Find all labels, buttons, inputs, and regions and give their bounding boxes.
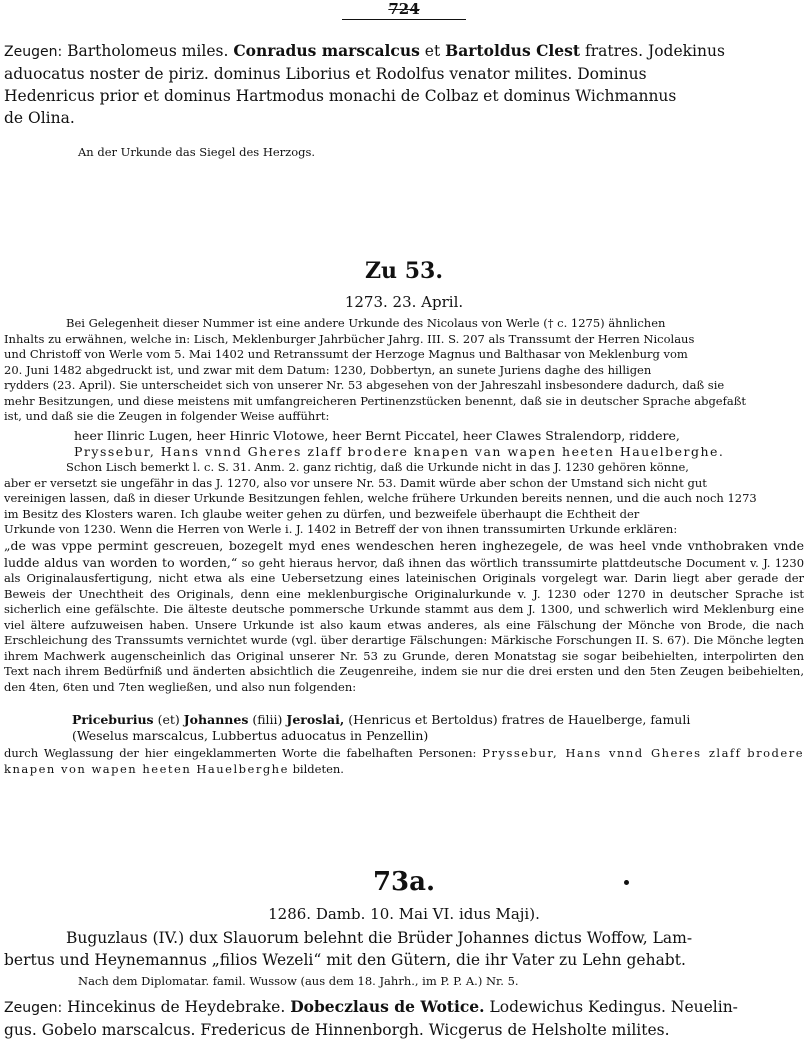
witness-line-1: Zeugen: Bartholomeus miles. Conradus marscalcus et Bartoldus Clest fratres. Jodekinus [4,41,725,60]
section-heading-73a: 73a. [372,867,436,897]
witness-line-3: Hedenricus prior et dominus Hartmodus monachi de Colbaz et dominus Wichmannus [4,87,677,105]
witness-label: Zeugen: [4,44,63,60]
print-dot [624,880,629,885]
commentary-paragraph-4: durch Weglassung der hier eingeklammerten Worte die fabelhaften Personen: Pryssebur, Hans vnnd Gheres zlaff brodere knapen von wapen heeten Hauelberghe bildeten. [4,746,805,776]
commentary-paragraph-2: Schon Lisch bemerkt l. c. S. 31. Anm. 2. ganz richtig, daß die Urkunde nicht in das J. 1230 gehören könne, aber er versetzt sie ungefähr in das J. 1270, also vor unsere Nr. 53. Damit würde aber schon der Umstand sich nicht gut vereinigen lassen, daß in dieser Urkunde Besitzungen fehlen, welche frühere Urkunden bereits nennen, und die auch noch 1273 im Besitz des Klosters waren. Ich glaube weiter gehen zu dürfen, und bezweifele überhaupt die Echtheit der Urkunde von 1230. Wenn die Herren von Werle i. J. 1402 in Betreff der von ihnen transsumirten Urkunde erklären: [4,460,757,536]
page-number: 724 [388,0,420,18]
section-heading-zu-53: Zu 53. [365,258,443,284]
commentary-paragraph-1: Bei Gelegenheit dieser Nummer ist eine andere Urkunde des Nicolaus von Werle († c. 1275) ähnlichen Inhalts zu erwähnen, welche in: Lisch, Meklenburger Jahrbücher Jahrg. III. S. 207 als Transsumt der Herren Nicolaus und Christoff von Werle vom 5. Mai 1402 und Retranssumt der Herzoge Magnus und Balthasar von Meklenburg vom 20. Juni 1482 abgedruckt ist, und zwar mit dem Datum: 1230, Dobbertyn, an sunete Juriens daghe des hilligen rydders (23. April). Sie unterscheidet sich von unserer Nr. 53 abgesehen von der Jahreszahl insbesondere dadurch, daß sie mehr Besitzungen, und diese meistens mit umfangreicheren Pertinenzstücken benennt, daß sie in deutscher Sprache abgefaßt ist, und daß sie die Zeugen in folgender Weise aufführt: [4,316,747,423]
german-witness-list: heer Ilinric Lugen, heer Hinric Vlotowe, heer Bernt Piccatel, heer Clawes Stralendorp, riddere, Pryssebur, Hans vnnd Gheres zlaff brodere knapen van wapen heeten Hauelberghe. [74,428,725,459]
section-date-1286: 1286. Damb. 10. Mai VI. idus Maji). [268,905,540,923]
commentary-paragraph-3: „de was vppe permint gescreuen, bozegelt myd enes wendeschen heren inghezegele, de was heel vnde vnthobraken vnde ludde aldus van worden to worden,“ so geht hieraus hervor, daß ihnen das wörtlich transsumirte plattdeutsche Document v. J. 1230 als Originalausfertigung, nicht etwa als eine Uebersetzung eines lateinischen Originals vorgelegt war. Darin liegt aber gerade der Beweis der Unechtheit des Originals, denn eine meklenburgische Originalurkunde v. J. 1230 oder 1270 in deutscher Sprache ist sicherlich eine gefälschte. Die älteste deutsche pommersche Urkunde stammt aus dem J. 1300, und schwerlich wird Meklenburg eine viel ältere aufzuweisen haben. Unsere Urkunde ist also kaum etwas anderes, als eine Fälschung der Mönche von Brode, die nach Erschleichung des Transsumts vernichtet wurde (vgl. über derartige Fälschungen: Märkische Forschungen II. S. 67). Die Mönche legten ihrem Machwerk augenscheinlich das Original unserer Nr. 53 zu Grunde, deren Monatstag sie sogar beibehielten, interpolirten den Text nach ihrem Bedürfniß und änderten absichtlich die Zeugenreihe, indem sie nur die drei ersten und den 5ten Zeugen beibehielten, den 4ten, 6ten und 7ten wegließen, und also nun folgenden: [4,538,805,694]
regest-73a: Buguzlaus (IV.) dux Slauorum belehnt die Brüder Johannes dictus Woffow, Lam- bertus und Heynemannus „filios Wezeli“ mit den Gütern, die ihr Vater zu Lehn gehabt. [4,929,693,969]
witness-block-1 [4,40,804,129]
section-date-1273: 1273. 23. April. [344,293,464,311]
witness-block-73a: Zeugen: Hincekinus de Heydebrake. Dobeczlaus de Wotice. Lodewichus Kedingus. Neuelin- gus. Gobelo marscalcus. Fredericus de Hinnenborgh. Wicgerus de Helsholte milites. [4,997,738,1039]
source-note: Nach dem Diplomatar. famil. Wussow (aus dem 18. Jahrh., im P. P. A.) Nr. 5. [78,974,519,988]
witness-label: Zeugen: [4,1000,63,1016]
quoted-transsumt: „de was vppe permint gescreuen, bozegelt myd enes wendeschen heren inghezegele, de was heel vnde vnthobraken vnde ludde aldus van worden to worden,“ [4,538,804,570]
seal-note: An der Urkunde das Siegel des Herzogs. [78,145,316,159]
witness-line-4: de Olina. [4,109,75,127]
witness-line-2: aduocatus noster de piriz. dominus Liborius et Rodolfus venator milites. Dominus [4,65,647,83]
header-rule [342,19,466,20]
latin-witness-list: Priceburius (et) Johannes (filii) Jeroslai, (Henricus et Bertoldus) fratres de Hauelberge, famuli (Weselus marscalcus, Lubbertus aduocatus in Penzellin) [72,712,691,743]
